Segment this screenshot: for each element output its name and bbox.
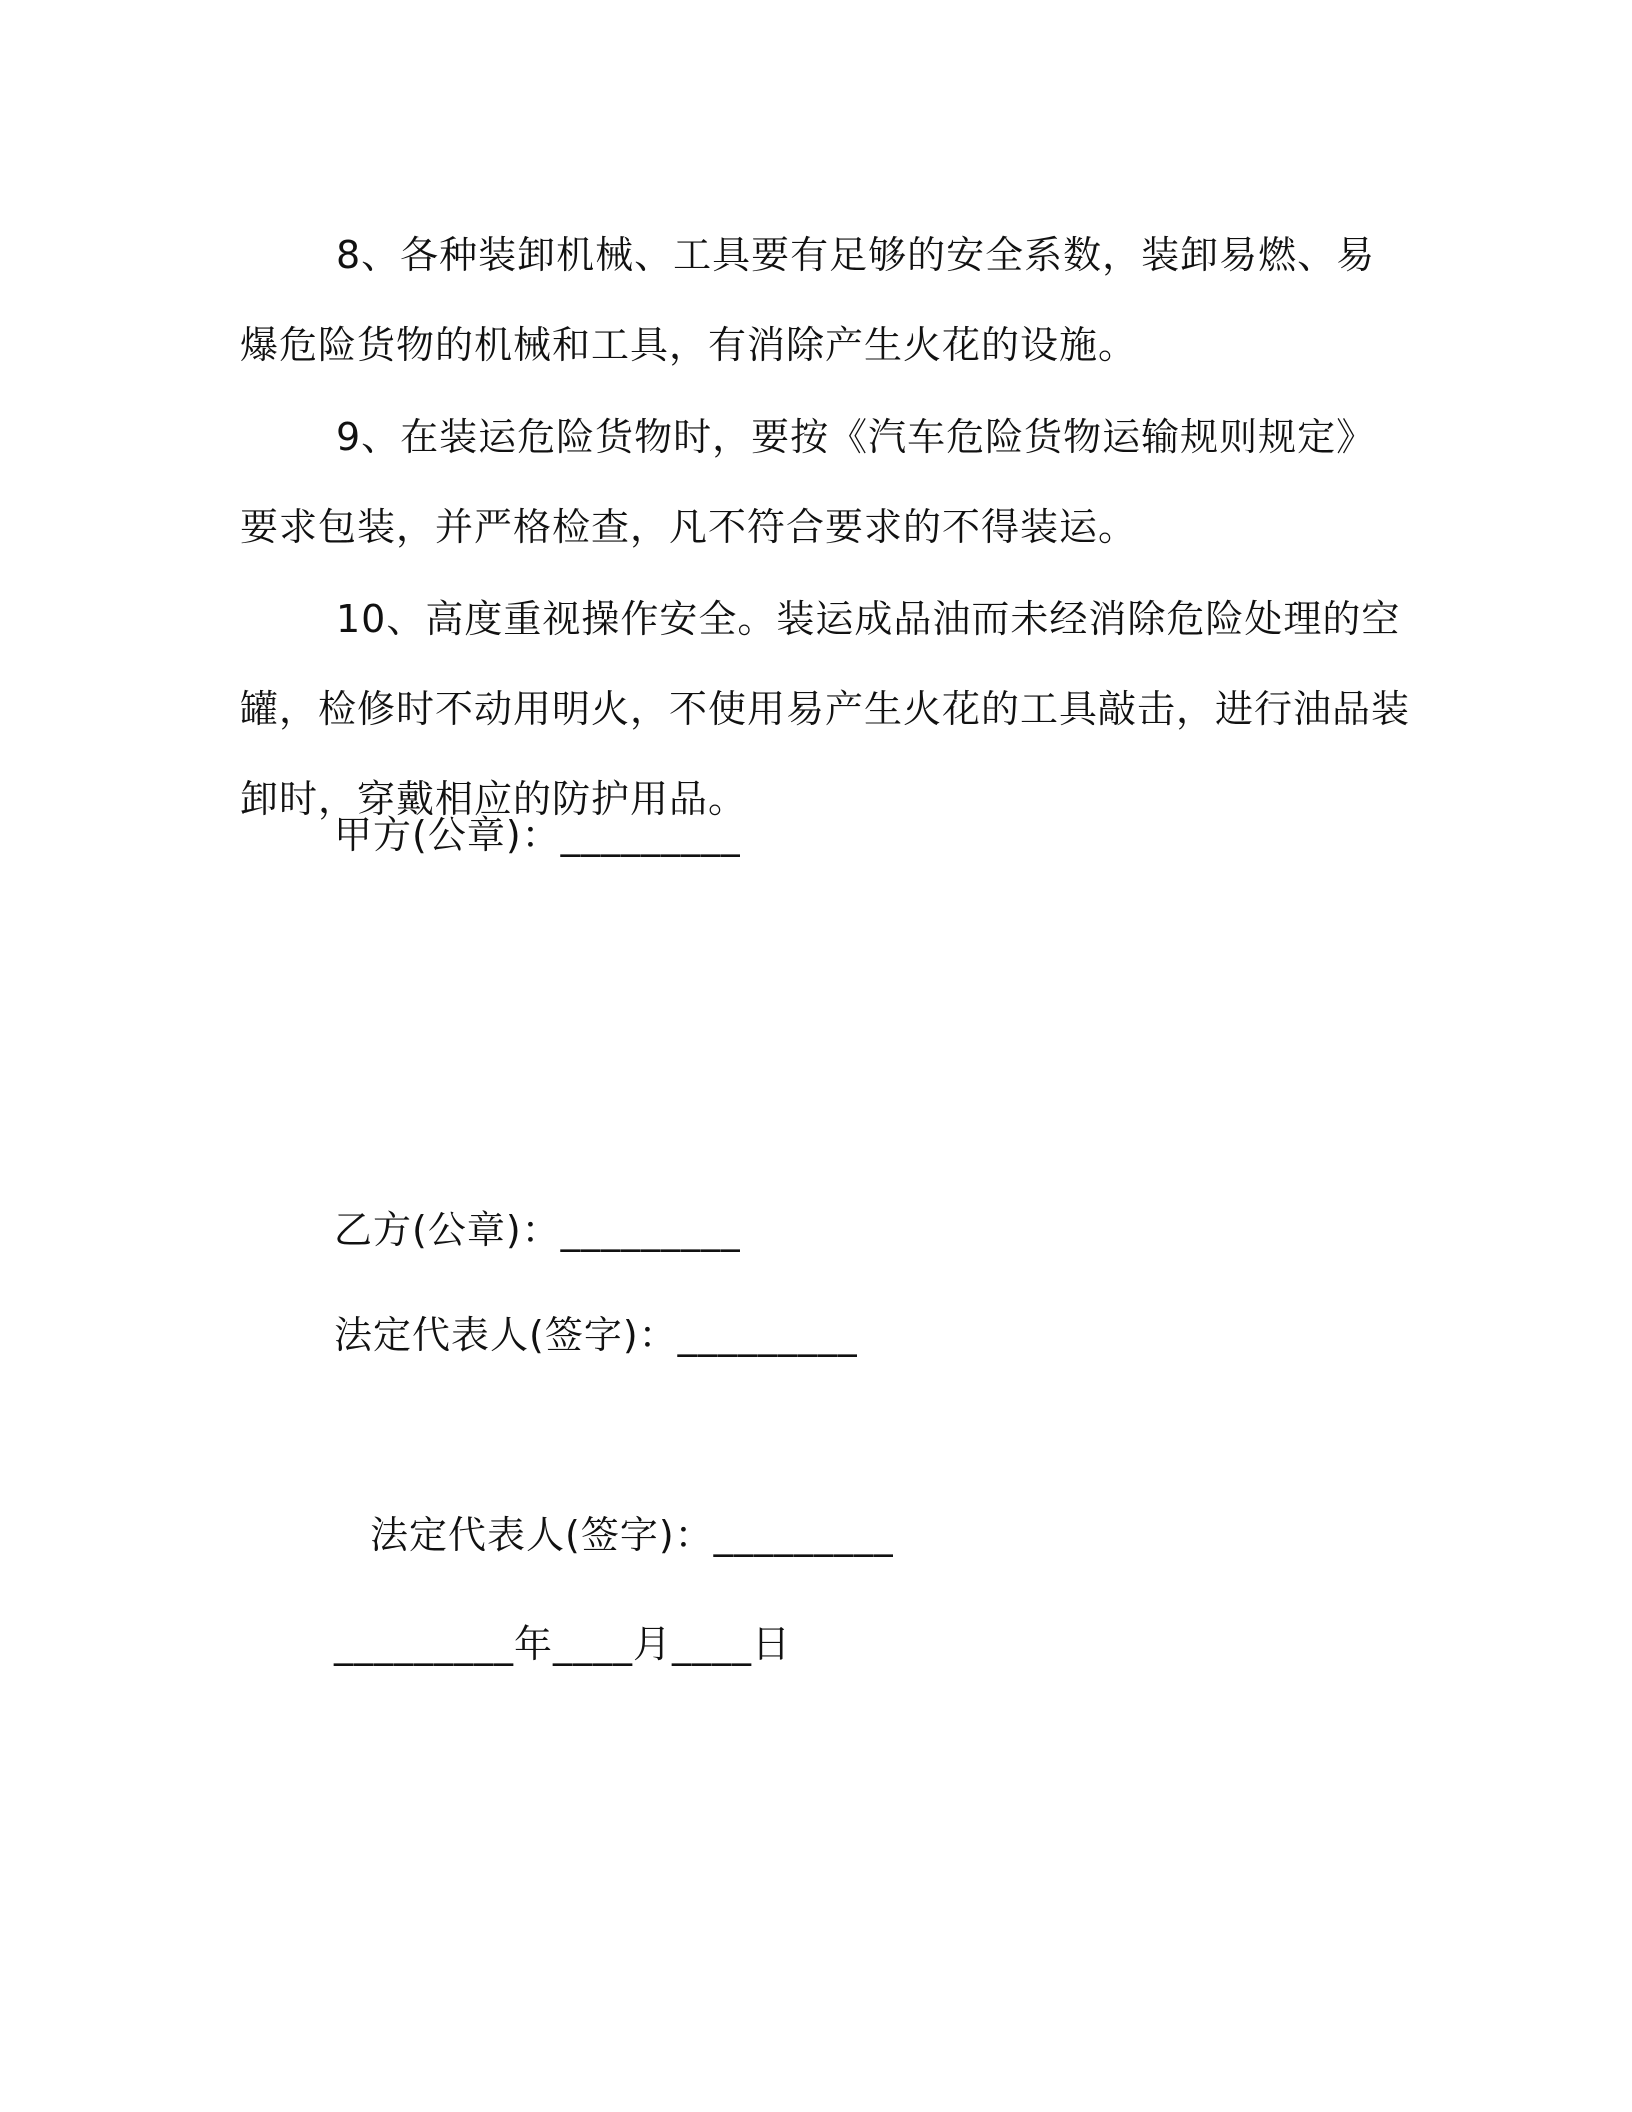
legal-representative-signature-line-2: 法定代表人(签字)：_________ [370,1513,894,1557]
date-line: _________年____月____日 [334,1622,792,1666]
clause-9: 9、在装运危险货物时，要按《汽车危险货物运输规则规定》要求包装，并严格检查，凡不符合要求的不得装运。 [240,415,1376,549]
party-b-seal-line: 乙方(公章)：_________ [334,1208,741,1252]
party-a-seal-line: 甲方(公章)：_________ [334,813,741,857]
legal-representative-signature-line: 法定代表人(签字)：_________ [334,1313,858,1357]
clause-10: 10、高度重视操作安全。装运成品油而未经消除危险处理的空罐，检修时不动用明火，不使用易产生火花的工具敲击，进行油品装卸时，穿戴相应的防护用品。 [240,597,1411,821]
clause-8: 8、各种装卸机械、工具要有足够的安全系数，装卸易燃、易爆危险货物的机械和工具，有消除产生火花的设施。 [240,233,1376,367]
